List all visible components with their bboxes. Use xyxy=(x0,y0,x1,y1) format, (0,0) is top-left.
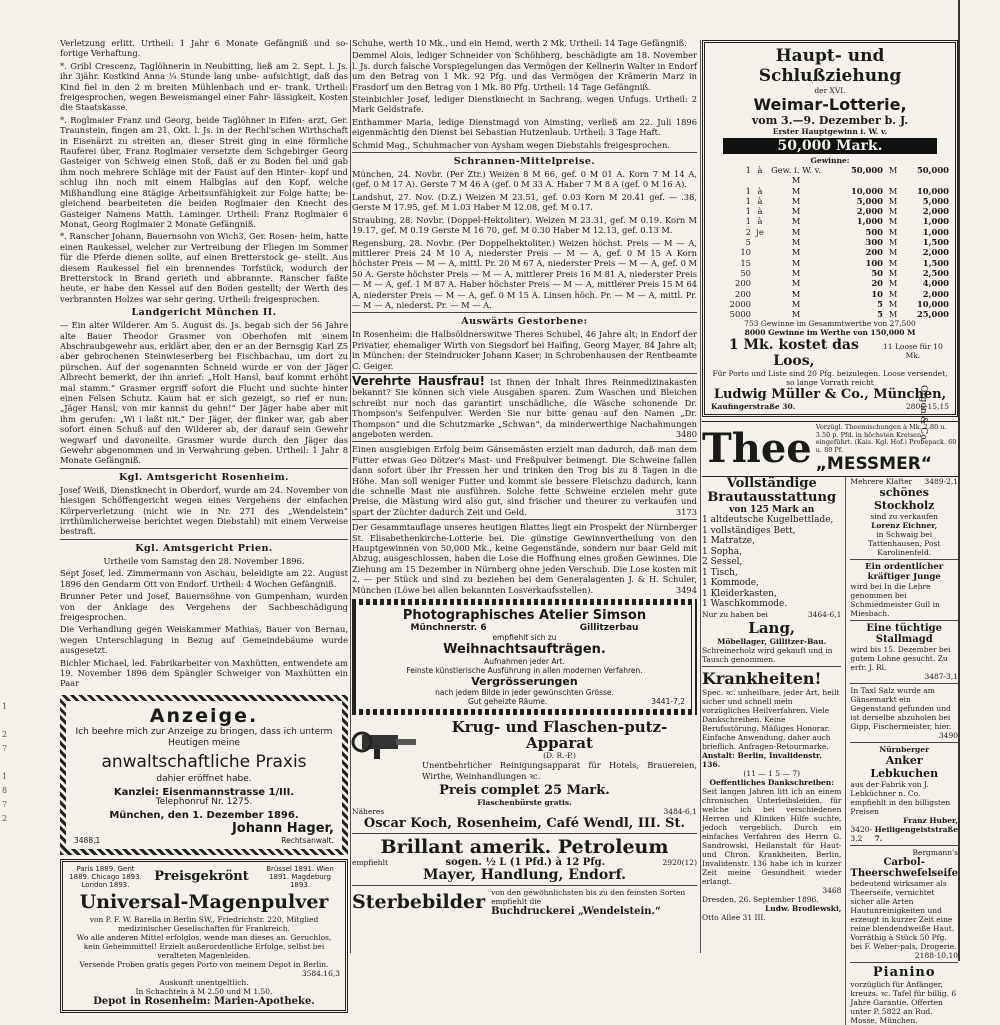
prize-cell xyxy=(751,247,769,257)
ad-code: 3464-6,1 xyxy=(807,609,842,619)
court-date: Urtheile vom Samstag den 28. November 1896. xyxy=(103,555,305,566)
awards-left: Paris 1889. Gent 1889. Chicago 1893. London 1893. xyxy=(69,864,142,889)
ad-code: 2806-15,15 xyxy=(905,402,949,412)
braut-item: 1 Waschkommode. xyxy=(702,599,788,610)
atelier-text: Feinste künstlerische Ausführung in allen modernen Verfahren. xyxy=(406,666,643,676)
lottery-name: Weimar-Lotterie, xyxy=(753,95,907,114)
court-item: Steinbichler Josef, lediger Dienstknecht in Sachrang, wegen Unfugs. Urtheil: 2 Mark Geldstrafe. xyxy=(352,94,697,115)
prize-row xyxy=(711,196,949,206)
divider xyxy=(850,683,958,684)
court-item: Enthammer Maria, ledige Dienstmagd von Aimsting, verließ am 22. Juli 1896 eigenmächtig den Dienst bei Sebastian Hutzenlaub. Urtheil: 3 Tage Haft. xyxy=(352,116,697,138)
hausfrau-ad xyxy=(352,373,698,439)
prize-cell: 2,000 xyxy=(922,247,949,258)
prize-row xyxy=(711,299,949,309)
braut-item: 1 Kleiderkasten, xyxy=(702,588,777,599)
braut-extra: Schreinerholz wird gekauft und in Tausch genommen. xyxy=(702,645,833,664)
ad-code: 2920(12) xyxy=(662,857,697,867)
prize-cell: M xyxy=(791,226,801,237)
krug-text: Unentbehrlicher Reinigungsapparat für Hotels, Brauereien, Wirthe, Weinhandlungen ꝛc. xyxy=(422,760,697,781)
prize-cell: 1 xyxy=(745,165,751,175)
krug-firm: Oscar Koch, Rosenheim, Café Wendl, III. St. xyxy=(363,815,686,831)
atelier-heat: Gut geheizte Räume. xyxy=(467,697,548,707)
prize-cell xyxy=(751,309,769,319)
lottery-gewinne: Gewinne: xyxy=(810,156,850,165)
prize-cell: M xyxy=(888,165,898,175)
petroleum-firm: Mayer, Handlung, Endorf. xyxy=(423,866,626,883)
lottery-amount xyxy=(723,138,937,154)
prize-cell: M xyxy=(791,216,801,227)
lottery-firm: Ludwig Müller & Co., München, xyxy=(713,387,947,403)
prize-cell: M xyxy=(791,185,801,196)
prize-row xyxy=(711,289,949,299)
prize-row xyxy=(711,206,949,216)
court-item: *. Ranscher Johann, Bauernsohn von Wich3, Ger. Rosen- heim, hatte einen Raukessel, welcher zur Vertreibung der Fliegen im Sommer für die Pferde dienen sollte, auf einen Bretterstock ge- stellt. Aus diesem Raukessel fiel ein brennendes Torfstück, wodurch der Bretterstock in Brand gerieth und abbrannte. Ranscher faßte heute, er habe den Kessel auf den Boden gestellt; der Werth des verbrannten Holzes war sehr gering. Urtheil: freigesprochen. xyxy=(60,231,348,304)
krank-sig-date: Dresden, 26. September 1896. xyxy=(702,894,819,904)
divider xyxy=(352,833,697,834)
prize-row xyxy=(711,165,949,186)
atelier-address: Münchnerstr. 6 xyxy=(410,623,487,634)
lebkuchen-origin: Nürnberger xyxy=(879,745,930,755)
prize-row xyxy=(711,309,949,319)
section-heading: Landgericht München II. xyxy=(131,307,277,319)
sub-column-a xyxy=(702,477,846,1025)
prize-cell: 50 xyxy=(740,267,751,278)
photo-atelier-ad xyxy=(352,599,697,715)
ad-code: 3494 xyxy=(675,584,697,595)
weimar-lottery-ad xyxy=(702,40,958,417)
ad-code: 3420-3,2 xyxy=(850,825,873,844)
prize-table xyxy=(711,165,949,319)
prize-cell: 200 xyxy=(865,247,883,258)
soap-title: Carbol-Theerschwefelseife xyxy=(850,857,959,880)
lottery-first: Erster Hauptgewinn i. W. v. xyxy=(772,127,888,136)
prize-cell: M xyxy=(791,278,801,289)
braut-item: 2 Sessel, xyxy=(702,557,743,568)
atelier-title: Photographisches Atelier Simson xyxy=(402,608,647,624)
ad-code: 3441-7,2 xyxy=(651,697,685,707)
product-price: In Schachteln à M 2.50 und M 1.50. xyxy=(135,986,273,996)
atelier-enl: Vergrösserungen xyxy=(471,675,578,689)
prize-cell: 50 xyxy=(871,267,883,278)
ad-code: 3490 xyxy=(938,731,958,741)
prize-cell: 2000 xyxy=(729,298,751,309)
court-item: Brunner Peter und Josef, Bauernsöhne von Gumpenham, wurden von der Anklage des Vergehens der Sachbeschädigung freigesprochen. xyxy=(60,591,348,622)
wood-title: schönes Stockholz xyxy=(873,486,935,513)
found-text: In Taxl Salz wurde am Gänsemarkt ein Gegenstand gefunden und ist derselbe abzuholen bei Gipp, Fischermeister, hier. xyxy=(850,686,952,732)
sterbe-firm: Buchdruckerei „Wendelstein.“ xyxy=(491,905,661,917)
lebkuchen-text: aus der Fabrik von J. Lebküchner n. Co. empfiehlt in den billigsten Preisen xyxy=(850,780,951,817)
prize-cell: 200 xyxy=(735,278,751,289)
lottery-amount-text: 50,000 Mark. xyxy=(777,138,883,154)
lottery-sub: der XVI. xyxy=(814,86,846,95)
prize-cell: M xyxy=(888,298,898,309)
petroleum-rec: empfiehlt xyxy=(352,857,389,867)
prize-cell: M xyxy=(888,257,898,268)
prize-row xyxy=(711,258,949,268)
ad-title: Anzeige. xyxy=(149,704,259,727)
braut-list xyxy=(702,515,841,610)
court-item: Verletzung erlitt. Urtheil: 1 Jahr 6 Monate Gefängniß und so- fortige Verhaftung. xyxy=(60,38,348,59)
prize-cell: M xyxy=(791,257,801,268)
sub-column-b xyxy=(846,477,958,1025)
atelier-text: empfiehlt sich zu xyxy=(492,633,557,643)
section-heading: Schrannen-Mittelpreise. xyxy=(453,156,596,168)
prize-cell: M xyxy=(791,267,801,278)
hausfrau-title: Verehrte Hausfrau! xyxy=(352,373,485,388)
prize-cell: Gew. i. W. v. M xyxy=(770,165,821,186)
braut-title: Vollständige Brautausstattung xyxy=(707,476,837,506)
prize-cell: M xyxy=(888,278,898,289)
column-rule xyxy=(350,40,351,953)
prize-cell: 5,000 xyxy=(856,195,883,206)
ad-office: Kanzlei: Eisenmannstrasse 1/III. xyxy=(113,786,295,798)
column-1 xyxy=(60,38,348,1007)
piano-title: Pianino xyxy=(872,965,936,981)
prize-cell xyxy=(751,289,769,299)
court-item: *. Gribl Crescenz, Taglöhnerin in Neubitting, ließ am 2. Sept. l. Js. ihr 3jähr. Kostkind Anna ¼ Stunde lang unbe- aufsichtigt, daß das Kind fiel in den 2 m breiten Mühlenbach und er- trank. Urtheil: freigesprochen, wegen Beweismangel einer Fahr- lässigkeit, Kosten die Staatskasse. xyxy=(60,60,348,113)
section-heading: Kgl. Amtsgericht Prien. xyxy=(135,542,273,554)
maid-title: Eine tüchtige Stallmagd xyxy=(866,623,942,646)
divider xyxy=(60,539,348,540)
ad-code: 3487-3,1 xyxy=(924,672,958,682)
wood-note: Mehrere Klafter xyxy=(850,477,913,487)
divider xyxy=(352,519,697,520)
court-item: Sept Josef, led. Zimmermann von Aschau, beleidigte am 22. August 1896 den Gendarm Ott von Endorf. Urtheil: 4 Wochen Gefängniß. xyxy=(60,568,348,589)
krug-price: Preis complet 25 Mark. xyxy=(439,782,610,798)
braut-firm: Lang, xyxy=(748,618,796,637)
prize-row xyxy=(711,237,949,247)
product-text: Wo alle anderen Mittel erfolglos, wende man dieses an. Geruchlos, kein Geheimmittel! Erzielt außerordentliche Erfolge, selbst bei veralteten Magenleiden. xyxy=(76,932,332,960)
ad-code: 3488,1 xyxy=(74,835,101,845)
ad-code: 3173 xyxy=(675,506,697,517)
prize-cell: 1,000 xyxy=(922,216,949,227)
krug-patent: (D. R.-P.) xyxy=(543,751,576,761)
product-title: Universal-Magenpulver xyxy=(79,890,329,913)
prize-cell: M xyxy=(791,298,801,309)
lebkuchen-title: Anker Lebkuchen xyxy=(870,754,939,781)
prize-cell: 1,000 xyxy=(856,216,883,227)
lottery-total: 753 Gewinne im Gesammtwerthe von 27,500 xyxy=(744,319,916,329)
petroleum-price: sogen. ½ L (1 Pfd.) à 12 Pfg. xyxy=(445,856,606,868)
prize-cell: 5 xyxy=(877,309,883,320)
magenpulver-ad xyxy=(60,859,348,1013)
obituary: In Rosenheim: die Halbsöldnerswitwe Theres Schubel, 46 Jahre alt; in Endorf der Privatier, ehemaliger Wirth von Siegsdorf bei Haifing, Georg Mayer, 84 Jahre alt; in München: der Steindrucker Johann Kaser; in Schrobenhausen der Rentbeamte C. Geiger. xyxy=(352,329,697,371)
braut-note: Nur zu haben bei xyxy=(702,609,768,619)
lottery-title: Haupt- und Schlußziehung xyxy=(758,46,902,86)
prize-cell: M xyxy=(888,216,898,227)
prize-cell: 500 xyxy=(865,226,883,237)
boy-text: wird bei In die Lehre genommen bei Schmiedmeister Gull in Miesbach. xyxy=(850,582,940,619)
column-rule xyxy=(700,40,701,953)
hausfrau-text: Ist Ihnen der Inhalt Ihres Reinmedizinakasten bekannt? Sie können sich viele Ausgaben sparen. Zum Waschen und Bleichen schreibt nur noch das garantirt unschädliche, die Wäsche schonende Dr. Thompson's Seifenpulver. Werden Sie nur bitte genau auf den Namen „Dr. Thompson“ und die Schutzmarke „Schwan“, da minderwerthige Nachahmungen angeboten werden. xyxy=(352,376,698,439)
prize-row xyxy=(711,227,949,237)
divider xyxy=(850,962,958,963)
maid-text: wird bis 15. Dezember bei gutem Lohne gesucht. Zu erfr. J. Rl. xyxy=(850,645,951,673)
court-item: Demmel Alois, lediger Schneider von Schöhberg, beschädigte am 18. November l. Js. durch falsche Vorspiegelungen das Vermögen der Kellnerin Walter in Endorf um den Betrag von 1 Mk. 92 Pfg. und das Vermögen der Krämerin Marz in Frasdorf um den Betrag von 1 Mk. 80 Pfg. Urtheil: 14 Tage Gefängniß. xyxy=(352,50,697,92)
prize-cell xyxy=(751,237,769,247)
prize-cell: 5000 xyxy=(729,309,751,320)
krank-sig-addr: Otto Allee 31 III. xyxy=(702,912,766,922)
prize-cell: à xyxy=(757,216,763,227)
prize-cell: M xyxy=(888,309,898,320)
divider xyxy=(850,845,958,846)
prize-row xyxy=(711,216,949,226)
court-item: Josef Weiß, Dienstknecht in Oberdorf, wurde am 24. November von hiesigen Schöffengericht wegen eines Vergehens der einfachen Körperverletzung (nicht wie in Nr. 271 des „Wendelstein“ irrthümlicherweise berichtet wegen Diebstahl) mit einem Verweise bestraft. xyxy=(60,484,348,537)
thee-name: „MESSMER“ xyxy=(815,454,932,475)
braut-sub: von 125 Mark an xyxy=(729,505,815,516)
market-report: Straubing, 28. Novbr. (Doppel-Hektoliter). Weizen M 23.31, gef. M 0.19. Korn M 19.17, gef. M 0.19 Gerste M 16 70, gef. M 0.30 Haber M 12.13, gef. 0.13 M. xyxy=(352,214,697,236)
prize-cell: je xyxy=(756,226,764,237)
braut-item: 1 Sopha, xyxy=(702,546,742,557)
petroleum-title: Brillant amerik. Petroleum xyxy=(380,835,669,858)
prize-cell: 10 xyxy=(871,288,883,299)
ad-code: 3480 xyxy=(675,429,697,439)
page-edge xyxy=(958,0,960,961)
cleaning-machine-icon xyxy=(352,721,422,761)
lottery-porto: Für Porto und Liste sind 20 Pfg. beizulegen. Loose versendet, so lange Vorrath reicht xyxy=(712,369,948,388)
prize-cell: 1 xyxy=(745,195,751,206)
prize-cell: 4,000 xyxy=(922,278,949,289)
court-item: — Ein alter Wilderer. Am 5. August ds. Js. begab sich der 56 Jahre alte Bauer Theodor Grasmer von Oberhofen mit einem Abschraubgewehr aus, erklärt aber, den er an der Bernsgig Karl Z5 aber gebrochenen Steinwieserberg bei Fischbachau, um dort zu pürschen. Auf der sogenannten Schneid wurde er von der Jäger Albrecht bemerkt, der ihn anrief: „Holt Hansl, bauf kommt erhöht mal stamm.“ Grasmer ergriff sofort die Flucht und suchte hinter einen Felsen Schutz. Kaum hat er sich gezeigt, so rief er nun: „Jäger Hansl, von mir kannst du gehn!“ Der Jäger habe aber mit ihm gerufen: „Wi i laßt nit.“ Der Jäger, der flinker war, gab aber sofort einen Schuß auf den Wilderer ab, der darauf sein Gewehr wegwarf und davoneilte. Grasmer wurde durch den Jäger das Gewehr abgenommen und in Verwahrung geben. Urtheil: 1 Jahr 8 Monate Gefängniß. xyxy=(60,320,348,466)
prize-cell: à xyxy=(757,195,763,206)
braut-street: Möbellager, Gillitzer-Bau. xyxy=(717,636,827,646)
prize-row xyxy=(711,247,949,257)
krug-more: Näheres xyxy=(352,806,385,816)
lebkuchen-seller: Franz Huber, xyxy=(903,816,958,826)
prize-cell: M xyxy=(888,237,898,248)
ad-code: 3489-2,1 xyxy=(924,477,958,487)
krank-p2: Seit langen Jahren litt ich an einem chronischen Unterleibsleiden, für welche ich bei verschiedenen Herren und Kliniken Hilfe suchte, jedoch vergeblich. Durch ein einfaches Verfahren des Herrn G. Sandrowski, Heilanstalt für Haut- und Chron. Krankheiten, Berlin, Invalidenstr. 136 habe ich in kurzer Zeit meine Gesundheit wieder erlangt. xyxy=(702,786,842,886)
prize-cell: 10 xyxy=(740,247,751,258)
divider xyxy=(850,559,958,560)
braut-item: 1 vollständiges Bett, xyxy=(702,525,796,536)
prize-cell: à xyxy=(757,206,763,217)
prize-cell: 1 xyxy=(745,185,751,196)
ad-code: 2188-10,10 xyxy=(914,951,958,961)
court-item: Schmid Mag., Schuhmacher von Aysham wegen Diebstahls freigesprochen. xyxy=(352,139,670,150)
piano-text: vorzüglich für Anfänger, kreuzs. ꝛc. Tafel für billig. 6 Jahre Garantie. Offerten unter P. 5822 an Rud. Mosse, München. xyxy=(850,980,957,1025)
prize-cell: 1 xyxy=(745,216,751,227)
section-heading: Auswärts Gestorbene: xyxy=(461,316,588,328)
prize-cell: 2,000 xyxy=(922,206,949,217)
prize-cell: à xyxy=(757,165,763,175)
divider xyxy=(60,468,348,469)
lottery-text: Der Gesammtauflage unseres heutigen Blattes liegt ein Prospekt der Nürnberger St. Elisabethenkirche-Lotterie bei. Die günstige Gewinnvertheilung von den Hauptgewinnen von 50,000 Mk., keine Gegenstände, sondern nur baar Geld mit Abzug, ausgeschlossen, haben die Lose die Hoffnung eines großen Gewinnes. Die Ziehung am 15 Dezember in Nürnberg ohne jeden Verschub. Die Lose kosten mit 2. — per Stück und sind zu beziehen bei dem Generalagenten J. & H. Schuler, München (Löwe bei allen bekannten Losverkaufsstellen). xyxy=(352,522,697,595)
prize-cell: M xyxy=(888,267,898,278)
product-depot: Depot in Rosenheim: Marien-Apotheke. xyxy=(93,995,315,1007)
krug-ad xyxy=(352,719,697,783)
prize-cell: M xyxy=(791,195,801,206)
product-text: von P. F. W. Barella in Berlin SW., Friedrichstr. 220, Mitglied medizinischer Gesellschaften für Frankreich. xyxy=(89,914,319,933)
prize-cell: M xyxy=(888,195,898,206)
braut-item: 1 Kommode, xyxy=(702,578,759,589)
soap-text: bedeutend wirksamer als Theerseife, vernichtet sicher alle Arten Hautunreinigkeiten und erzeugt in kurzer Zeit eine reine blendendweiße Haut. Vorräthig à Stück 50 Pfg. bei F. Weber-pals, Drogerie. xyxy=(850,879,957,952)
prize-cell: 10,000 xyxy=(916,298,949,309)
divider xyxy=(352,152,697,153)
krank-text: Spec. ꝛc. unheilbare, jeder Art, heilt sicher und schnell mein vorzügliches Heilverfahren. Viele Dankschreiben. Keine Berufsstörung. Mäßiges Honorar. Einfache Anwendung, daher auch brieflich. Anfragen-Retourmarke. xyxy=(702,687,840,751)
section-heading: Kgl. Amtsgericht Rosenheim. xyxy=(119,471,289,483)
prize-cell: M xyxy=(888,288,898,299)
prize-cell: M xyxy=(791,288,801,299)
court-item: Die Verhandlung gegen Weiskammer Mathias, Bauer von Bernau, wegen Unterschlagung in Bezug auf Gemeindebäume wurde ausgesetzt. xyxy=(60,624,348,656)
braut-item: 1 altdeutsche Kugelbettlade, xyxy=(702,515,834,526)
market-report: München, 24. Novbr. (Per Ztr.) Weizen 8 M 66, gef. 0 M 01 A. Korn 7 M 14 A, (gef. 0 M 17 A). Gerste 7 M 46 A (gef. 0 M 33 A. Haber 7 M 8 A (gef. 0 M 16 A). xyxy=(352,169,697,190)
prize-cell: 5,000 xyxy=(922,195,949,206)
krug-sub: Flaschenbürste gratis. xyxy=(477,797,572,807)
prize-cell: 200 xyxy=(735,288,751,299)
ad-text: dahier eröffnet habe. xyxy=(156,773,252,784)
wood-place: in Schwaig bei Tattenhausen, Post Karolinenfeld. xyxy=(868,530,941,558)
prize-cell: à xyxy=(757,185,763,196)
wood-seller: Lorenz Eichner, xyxy=(871,521,938,531)
prize-cell: 5 xyxy=(877,298,883,309)
sterbe-text: von den gewöhnlichsten bis zu den feinsten Sorten empfiehlt die xyxy=(491,887,686,906)
prize-cell: 25,000 xyxy=(916,309,949,320)
prize-row xyxy=(711,278,949,288)
ad-name: Johann Hager, xyxy=(231,820,334,836)
prize-cell: M xyxy=(888,206,898,217)
divider xyxy=(352,441,697,442)
krank-addr: Anstalt: Berlin, Invalidenstr. 136. xyxy=(702,750,822,769)
prize-cell: 50,000 xyxy=(850,165,883,175)
court-item: *. Roglmaier Franz und Georg, beide Taglöhner in Eifen- arzt, Ger. Traunstein, fingen am 21. Okt. l. Js. in der Rechl'schen Wirthschaft in Eisenärzt zu streiten an, dieser Streit ging in eine förmliche Rauferei über, Franz Roglmaier versetzte dem Schgebirger Georg Gasteiger von Schweig einen Stoß, daß er zu Boden fiel und gab ihm noch mehrere Schläge mit der Faust auf den Hinter- kopf und schlug ihn noch mit einem Halbglas auf den Kopf, welche Mißhandlung eine 8tägige Arbeitsunfähigkeit zur Folge hatte; be- gleichend bearbeiteten die beiden Roglmaier den Knecht des Gasteiger Namens Matth. Laminger. Urtheil: Franz Roglmaier 6 Monat, Georg Roglmaier 2 Monate Gefängniß. xyxy=(60,114,348,229)
prize-cell: M xyxy=(888,226,898,237)
prize-cell: M xyxy=(791,247,801,258)
ad-code: 3484-6,1 xyxy=(663,806,697,816)
market-report: Regensburg, 28. Novbr. (Per Doppelhektoliter.) Weizen höchst. Preis — M — A, mittlerer Preis 24 M 10 A, niederster Preis — M — A, gef. 0 M 15 A Korn höchster Preis — M — A, mittl. Pr. 20 M 67 A, niederster Preis — M — A, gef. 0 M 50 A. Gerste höchster Preis — M — A, mittlerer Preis 16 M 81 A, niederster Preis — M — A, gef. 1 M 87 A. Haber höchster Preis — M — A, mittlerer Preis 15 M 64 A, niederster Preis — M — A, gef. 0 M 15 A. Linsen höch. Pr. — M — A, mittl. Pr. — M — A, niederst. Pr. — M — A. xyxy=(352,237,697,310)
prize-cell: 2 xyxy=(745,226,751,237)
ad-text: Ich beehre mich zur Anzeige zu bringen, dass ich unterm Heutigen meine xyxy=(75,726,333,748)
court-item: Schuhe, werth 10 Mk., und ein Hemd, werth 2 Mk. Urtheil: 14 Tage Gefängniß. xyxy=(352,38,687,48)
krug-title: Krug- und Flaschen-putz-Apparat xyxy=(451,718,668,753)
prize-cell xyxy=(751,278,769,288)
prize-cell: 10,000 xyxy=(916,185,949,196)
divider xyxy=(702,666,841,667)
prize-cell xyxy=(751,268,769,278)
prize-cell: M xyxy=(791,237,801,248)
right-margin-text: Orgon & Co. xyxy=(918,385,928,443)
prize-cell xyxy=(751,299,769,309)
prize-cell: 1,000 xyxy=(922,226,949,237)
lottery-date: vom 3.—9. Dezember b. J. xyxy=(751,114,909,127)
lawyer-ad xyxy=(60,695,348,855)
krank-h2: Oeffentliches Dankschreiben: xyxy=(709,777,834,787)
boy-title: Ein ordentlicher kräftiger Junge xyxy=(865,562,944,583)
krank-sig: Ludw. Brodlewski, xyxy=(765,903,842,913)
prize-label: Preisgekrönt xyxy=(154,869,249,885)
divider xyxy=(850,620,958,621)
prize-cell: 2,500 xyxy=(922,267,949,278)
prize-cell: 5 xyxy=(745,237,751,248)
prize-row xyxy=(711,268,949,278)
market-report: Landshut, 27. Nov. (D.Z.) Weizen M 23.51, gef. 0.03 Korn M 20.41 gef. — .38, Gerste M 17.95, gef. M 1.03 Haber M 12.08, gef. M 0.17. xyxy=(352,191,697,213)
mast-text: Einen ausgiebigen Erfolg beim Gänsemästen erzielt man dadurch, daß man dem Futter etwas Geo Dötzer's Mast- und Freßpulver beimengt. Die Schweine fallen dann sofort über ihr Fressen her und trinken den Trog bis zu 8 Tagen in die Höhe. Man soll weniger Futter und kommt sie bessere Fleischzu dadurch, kann die schnelle Mast nie ausführen. Solche fette Schweine erzielen mehr gute Preise, die Mästung wird also gut, sind frischer und theurer zu verkaufen und spart der Züchter dadurch Zeit und Geld. xyxy=(352,444,697,517)
prize-cell: M xyxy=(791,309,801,320)
awards-right: Brüssel 1891. Wien 1891. Magdeburg 1893. xyxy=(266,864,334,889)
prize-cell: 10,000 xyxy=(850,185,883,196)
prize-cell: 300 xyxy=(865,237,883,248)
column-3 xyxy=(702,38,959,1025)
mast-ad xyxy=(352,444,697,517)
ad-phone: Telephonruf Nr. 1275. xyxy=(155,796,253,807)
ad-role: Rechtsanwalt. xyxy=(281,835,334,845)
sterbebilder-ad xyxy=(352,888,697,917)
atelier-text: Aufnahmen jeder Art. xyxy=(484,657,565,667)
lottery-price: 1 Mk. kostet das Loos, xyxy=(728,337,859,370)
prize-cell: M xyxy=(791,206,801,217)
prize-cell: 20 xyxy=(871,278,883,289)
prize-cell: 1,500 xyxy=(922,257,949,268)
prize-cell: 1,500 xyxy=(922,237,949,248)
thee-note: Vorzügl. Theemischungen à Mk. 2.80 u. 3.50 p. Pfd. in höchsten Kreisen eingeführt. (Kais. Kgl. Hof.) Probepack. 60 u. 80 Pf. xyxy=(815,423,957,454)
braut-item: 1 Tisch, xyxy=(702,567,738,578)
court-item: Bichler Michael, led. Fabrikarbeiter von Maxhütten, entwendete am 19. November 1896 dem Spängler Schweiger von Maxhütten ein Paar xyxy=(60,657,348,689)
ad-practice: anwaltschaftliche Praxis xyxy=(101,751,307,772)
atelier-text: nach jedem Bilde in jeder gewünschten Grösse. xyxy=(435,688,614,698)
lottery-total2: 8000 Gewinne im Werthe von 150,000 M xyxy=(744,328,916,338)
prize-cell: 2,000 xyxy=(922,288,949,299)
soap-brand: Bergmann's xyxy=(912,848,958,858)
divider xyxy=(850,742,958,743)
prize-cell: M xyxy=(888,185,898,196)
atelier-building: Gillitzerbau xyxy=(579,623,639,634)
product-note: Auskunft unentgeltlich. xyxy=(159,977,249,987)
column-2 xyxy=(352,38,697,961)
prize-cell: 2,000 xyxy=(856,206,883,217)
product-text: Versende Proben gratis gegen Porto von meinem Depot in Berlin. xyxy=(79,959,329,969)
lebkuchen-street: Heiligengeiststraße 7. xyxy=(874,825,958,844)
ad-code: 3584.16,3 xyxy=(301,968,340,978)
prize-cell: M xyxy=(888,247,898,258)
prize-cell: 1 xyxy=(745,206,751,217)
krank-code: (11 — 1 5 — 7) xyxy=(743,768,801,778)
prize-row xyxy=(711,186,949,196)
braut-item: 1 Matratze, xyxy=(702,536,755,547)
sterbe-title: Sterbebilder xyxy=(352,891,486,914)
prize-cell: 50,000 xyxy=(916,165,949,175)
divider xyxy=(352,885,697,886)
thee-brand: Thee xyxy=(702,425,812,473)
ad-date: München, den 1. Dezember 1896. xyxy=(109,809,299,821)
prize-cell: 15 xyxy=(740,257,751,268)
atelier-xmas: Weihnachtsaufträgen. xyxy=(443,642,606,658)
lottery-street: Kaufingerstraße 30. xyxy=(711,402,796,412)
prize-cell xyxy=(751,258,769,268)
divider xyxy=(352,312,697,313)
wood-text: sind zu verkaufen xyxy=(870,512,938,522)
krank-sig-code: 3468 xyxy=(822,885,842,895)
prize-cell: 100 xyxy=(865,257,883,268)
lottery-notice xyxy=(352,522,697,595)
lottery-price2: 11 Loose für 10 Mk. xyxy=(883,342,943,361)
krank-title: Krankheiten! xyxy=(702,668,822,688)
left-margin-digits: 1 2 7 1 8 7 2 xyxy=(2,702,8,823)
